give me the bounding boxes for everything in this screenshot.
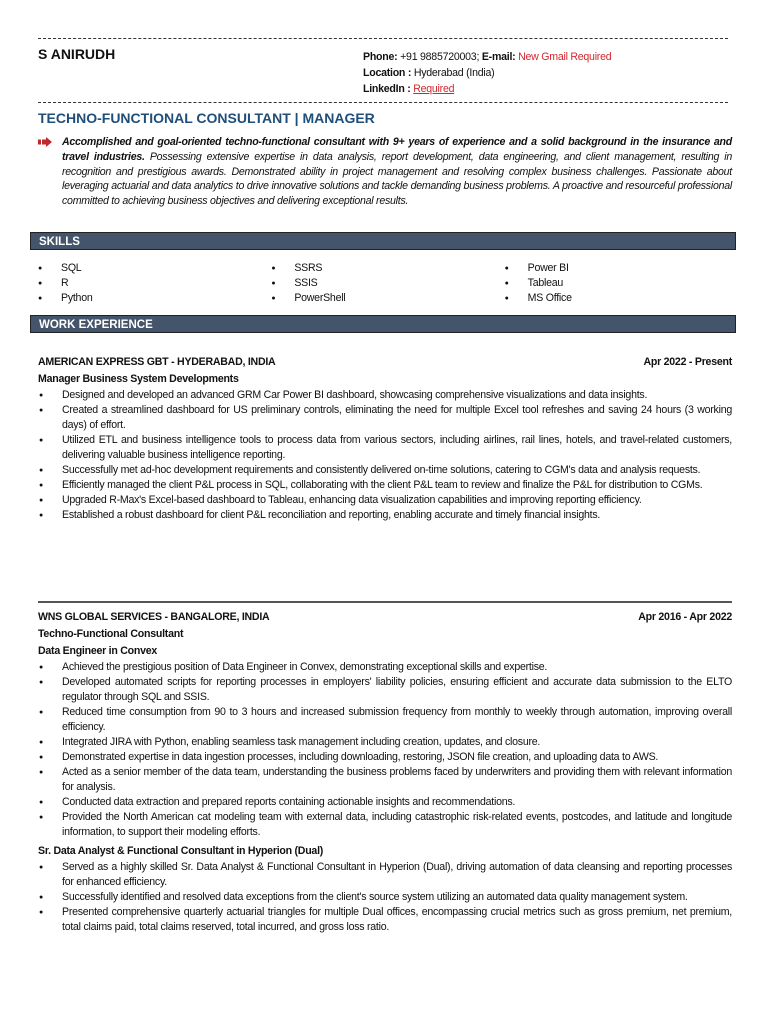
linkedin-link[interactable]: Required: [413, 83, 455, 95]
bullet-icon: ●: [38, 265, 42, 272]
bullet-icon: ●: [39, 754, 43, 761]
skill-item: [271, 276, 504, 291]
list-item-text: Acted as a senior member of the data team, understanding the business problems faced by underwriters and providing them with relevant information for analysis.: [62, 766, 732, 793]
list-item-text: Presented comprehensive quarterly actuarial triangles for multiple Dual offices, encompassing crucial metrics such as gross premium, net premium, total claims paid, total claims reserved, total incurred, and gross loss ratio.: [62, 906, 732, 933]
bullet-icon: ●: [39, 482, 43, 489]
summary: [38, 135, 732, 209]
list-item-text: Reduced time consumption from 90 to 3 hours and increased submission frequency from monthly to weekly through automation, improving overall efficiency.: [62, 706, 732, 733]
job-dates: Apr 2016 - Apr 2022: [638, 611, 732, 623]
list-item: [38, 860, 732, 890]
bullet-icon: ●: [39, 894, 43, 901]
bullet-icon: ●: [39, 739, 43, 746]
contact-info: [363, 49, 611, 97]
summary-bold: Accomplished and goal-oriented techno-functional consultant with 9+ years of experience and a solid background in the insurance and travel industries.: [62, 136, 732, 163]
bullet-icon: ●: [39, 664, 43, 671]
email-value[interactable]: New Gmail Required: [518, 51, 612, 63]
bullet-icon: ●: [39, 407, 43, 414]
bullet-icon: ●: [39, 512, 43, 519]
section-header-skills: SKILLS: [30, 232, 736, 250]
subrole-title: Sr. Data Analyst & Functional Consultant in Hyperion (Dual): [38, 845, 324, 857]
list-item-text: Conducted data extraction and prepared reports containing actionable insights and recommendations.: [62, 796, 516, 808]
skills-column: [271, 261, 504, 307]
list-item-text: Successfully met ad-hoc development requirements and consistently delivered on-time solutions, catering to CGM's data and analysis requests.: [62, 464, 701, 476]
skill-item: [38, 291, 271, 306]
job-role: Manager Business System Developments: [38, 373, 239, 385]
skill-label: MS Office: [527, 292, 572, 305]
list-item: [38, 750, 732, 765]
job-wns: [38, 609, 732, 935]
skills-list: [38, 261, 738, 307]
bullet-icon: ●: [504, 280, 509, 288]
section-header-work-experience: WORK EXPERIENCE: [30, 315, 736, 333]
bullet-icon: ●: [39, 909, 43, 916]
location-value: Hyderabad (India): [413, 67, 495, 79]
header-divider-bottom: [38, 102, 728, 103]
job-american-express: [38, 354, 732, 523]
skill-label: Tableau: [527, 277, 564, 290]
company-name: WNS GLOBAL SERVICES - BANGALORE, INDIA: [38, 611, 270, 623]
bullet-icon: ●: [504, 265, 509, 272]
list-item: [38, 660, 732, 675]
bullet-icon: ●: [271, 280, 276, 288]
skill-label: Python: [61, 292, 93, 305]
phone-value: +91 9885720003;: [400, 51, 480, 63]
bullet-icon: ●: [39, 709, 43, 716]
subrole-bullets: [38, 860, 732, 935]
skill-label: SSIS: [294, 277, 318, 290]
linkedin-label: LinkedIn :: [363, 83, 411, 95]
bullet-icon: ●: [271, 295, 276, 303]
skill-label: SSRS: [294, 262, 323, 274]
list-item: [38, 905, 732, 935]
bullet-icon: ●: [39, 467, 43, 474]
bullet-icon: ●: [504, 295, 509, 303]
list-item: [38, 795, 732, 810]
bullet-icon: ●: [271, 265, 276, 272]
skill-label: R: [61, 277, 69, 290]
list-item: [38, 508, 732, 523]
list-item: [38, 478, 732, 493]
location-label: Location :: [363, 67, 412, 79]
job-separator: [38, 601, 732, 603]
job-dates: Apr 2022 - Present: [643, 356, 732, 368]
list-item-text: Achieved the prestigious position of Data Engineer in Convex, demonstrating exceptional skills and expertise.: [62, 661, 548, 673]
skill-item: [38, 261, 271, 276]
skill-label: SQL: [61, 262, 82, 274]
list-item: [38, 890, 732, 905]
job-role: Techno-Functional Consultant: [38, 628, 184, 640]
list-item: [38, 675, 732, 705]
bullet-icon: ●: [39, 864, 43, 871]
company-name: AMERICAN EXPRESS GBT - HYDERABAD, INDIA: [38, 356, 276, 368]
list-item-text: Designed and developed an advanced GRM Car Power BI dashboard, showcasing comprehensive visualizations and data insights.: [62, 389, 648, 401]
list-item-text: Upgraded R-Max's Excel-based dashboard to Tableau, enhancing data visualization capabilities and improving reporting efficiency.: [62, 494, 642, 506]
bullet-icon: ●: [39, 679, 43, 686]
bullet-icon: ●: [39, 392, 43, 399]
headline: TECHNO-FUNCTIONAL CONSULTANT | MANAGER: [38, 110, 375, 126]
job-bullets: [38, 388, 732, 523]
list-item-text: Utilized ETL and business intelligence tools to process data from various sectors, including airlines, rail lines, hotels, and travel-related customers, delivering valuable business intelligence reporting.: [62, 434, 732, 461]
phone-label: Phone:: [363, 51, 398, 63]
list-item-text: Efficiently managed the client P&L process in SQL, collaborating with the client P&L team to review and finalize the P&L for distribution to CGMs.: [62, 479, 703, 491]
list-item: [38, 388, 732, 403]
header-divider-top: [38, 38, 728, 39]
skill-label: Power BI: [527, 262, 569, 274]
skill-label: PowerShell: [294, 292, 346, 305]
list-item-text: Demonstrated expertise in data ingestion processes, including downloading, restoring, JSON file creation, and uploading data to AWS.: [62, 751, 659, 763]
list-item: [38, 735, 732, 750]
list-item-text: Integrated JIRA with Python, enabling seamless task management including creation, updates, and closure.: [62, 736, 541, 748]
bullet-icon: ●: [38, 295, 42, 303]
list-item-text: Established a robust dashboard for client P&L reconciliation and reporting, enabling accurate and timely financial insights.: [62, 509, 601, 521]
skill-item: [505, 276, 738, 291]
list-item-text: Developed automated scripts for reporting processes in employers' liability policies, ensuring efficient and accurate data submission to the ELTO regulator through SQL and SSIS.: [62, 676, 732, 703]
summary-text: Possessing extensive expertise in data analysis, report development, data engineering, and client management, resulting in recognition and prestigious awards. Demonstrated ability in project management and resolving complex business challenges. Passionate about leveraging actuarial and data analytics to drive innovative solutions and tackle demanding business problems. A proactive and resourceful professional committed to achieving business objectives and delivering exceptional results.: [62, 150, 732, 208]
skill-item: [505, 261, 738, 276]
list-item: [38, 403, 732, 433]
bullet-icon: ●: [39, 497, 43, 504]
bullet-icon: ●: [39, 769, 43, 776]
list-item-text: Successfully identified and resolved data exceptions from the client's source system utilizing an automated data quality management system.: [62, 891, 688, 903]
list-item: [38, 433, 732, 463]
skill-item: [271, 291, 504, 306]
subrole-title: Data Engineer in Convex: [38, 645, 158, 657]
bullet-icon: ●: [39, 799, 43, 806]
list-item: [38, 705, 732, 735]
list-item-text: Provided the North American cat modeling team with external data, including catastrophic risk-related events, postcodes, and latitude and longitude information, to support their modeling efforts.: [62, 811, 732, 838]
candidate-name: S ANIRUDH: [38, 46, 116, 62]
skills-column: [38, 261, 271, 307]
skills-column: [505, 261, 738, 307]
list-item-text: Created a streamlined dashboard for US preliminary controls, eliminating the need for multiple Excel tool refreshes and saving 24 hours (3 working days) of effort.: [62, 404, 732, 431]
bullet-icon: ●: [38, 280, 42, 288]
list-item: [38, 463, 732, 478]
list-item: [38, 493, 732, 508]
bullet-icon: ●: [39, 437, 43, 444]
list-item-text: Served as a highly skilled Sr. Data Analyst & Functional Consultant in Hyperion (Dual), driving automation of data cleansing and reporting processes for enhanced efficiency.: [62, 861, 732, 888]
list-item: [38, 765, 732, 795]
skill-item: [271, 261, 504, 276]
subrole-bullets: [38, 660, 732, 840]
bullet-icon: ●: [39, 814, 43, 821]
email-label: E-mail:: [481, 51, 516, 63]
skill-item: [38, 276, 271, 291]
arrow-bullet-icon: [38, 137, 52, 147]
list-item: [38, 810, 732, 840]
skill-item: [505, 291, 738, 306]
